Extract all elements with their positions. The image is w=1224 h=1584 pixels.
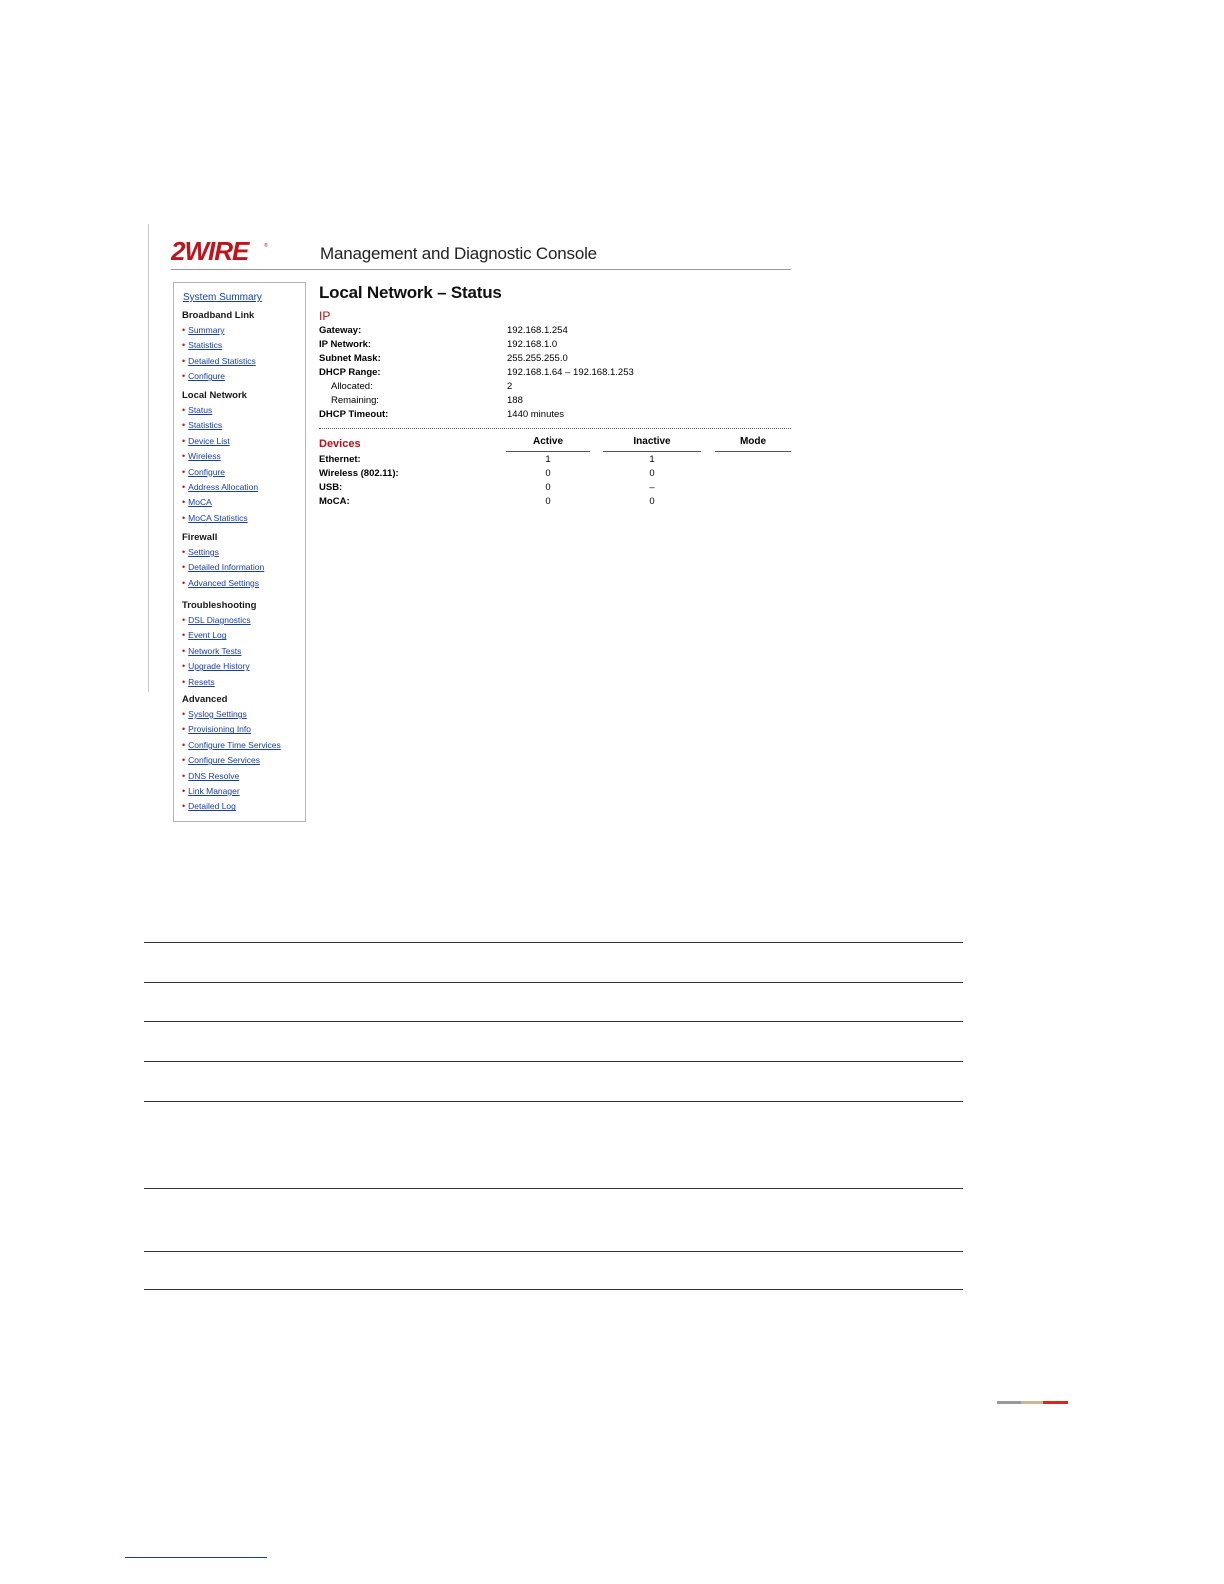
sidebar-link[interactable]: DSL Diagnostics — [188, 615, 251, 625]
bullet-icon: • — [182, 615, 186, 625]
sidebar-link[interactable]: Event Log — [188, 630, 227, 641]
sidebar-link[interactable]: DNS Resolve — [188, 770, 240, 781]
device-label: Wireless (802.11): — [319, 468, 399, 479]
table-rule — [144, 982, 963, 983]
bullet-icon: • — [182, 355, 186, 366]
nav-item — [182, 495, 258, 510]
svg-text:®: ® — [264, 243, 268, 249]
info-row — [319, 339, 619, 353]
nav-section — [182, 599, 256, 690]
console-title: Management and Diagnostic Console — [320, 244, 597, 263]
column-header-active: Active — [532, 436, 563, 447]
nav-item — [182, 338, 256, 353]
info-row — [319, 409, 619, 423]
bullet-icon: • — [182, 340, 186, 351]
info-row — [319, 325, 619, 339]
info-row — [319, 381, 619, 395]
sidebar-link[interactable]: Configure Services — [188, 755, 260, 766]
table-rule — [144, 1101, 963, 1102]
sidebar-link[interactable]: Upgrade History — [188, 661, 250, 672]
bullet-icon: • — [182, 325, 186, 335]
nav-item — [182, 784, 281, 799]
device-label: USB: — [319, 482, 343, 493]
info-label: Remaining: — [331, 395, 380, 406]
nav-item — [182, 434, 258, 449]
nav-section — [182, 309, 256, 385]
column-rule-mode — [715, 451, 791, 452]
nav-section-heading: Firewall — [182, 532, 218, 543]
nav-item — [182, 707, 281, 722]
sidebar-link[interactable]: Detailed Statistics — [188, 355, 256, 366]
sidebar-link[interactable]: Summary — [188, 325, 225, 335]
sidebar-link[interactable]: MoCA — [188, 497, 212, 508]
nav-section — [182, 531, 264, 591]
sidebar-link[interactable]: Advanced Settings — [188, 577, 260, 588]
bullet-icon: • — [182, 770, 186, 781]
sidebar-link[interactable]: Syslog Settings — [188, 709, 247, 719]
screenshot-frame-edge — [148, 224, 149, 692]
sidebar-link[interactable]: Device List — [188, 435, 230, 446]
info-value: 188 — [507, 395, 523, 406]
bullet-icon: • — [182, 562, 186, 573]
sidebar-link[interactable]: Wireless — [188, 451, 221, 462]
brand-logo — [171, 238, 271, 264]
info-value: 192.168.1.0 — [507, 339, 558, 350]
nav-item — [182, 613, 256, 628]
info-row — [319, 353, 619, 367]
nav-item — [182, 576, 264, 591]
bullet-icon: • — [182, 451, 186, 462]
bullet-icon: • — [182, 405, 186, 415]
bullet-icon: • — [182, 709, 186, 719]
info-label: DHCP Range: — [319, 367, 381, 378]
info-label: Subnet Mask: — [319, 353, 381, 364]
bullet-icon: • — [182, 739, 186, 750]
column-rule-inactive — [603, 451, 701, 452]
bullet-icon: • — [182, 466, 186, 477]
bullet-icon: • — [182, 645, 186, 656]
device-label: MoCA: — [319, 496, 350, 507]
nav-item — [182, 769, 281, 784]
device-row — [319, 468, 799, 482]
device-row — [319, 496, 799, 510]
sidebar-nav — [173, 282, 306, 822]
table-rule — [144, 1251, 963, 1252]
nav-item — [182, 511, 258, 526]
sidebar-link[interactable]: MoCA Statistics — [188, 512, 248, 523]
sidebar-link[interactable]: Detailed Log — [188, 801, 236, 812]
info-row — [319, 395, 619, 409]
sidebar-link[interactable]: Status — [188, 405, 213, 415]
sidebar-link[interactable]: Link Manager — [188, 785, 240, 796]
device-inactive-count: 1 — [649, 454, 655, 465]
sidebar-link[interactable]: Settings — [188, 547, 219, 557]
info-value: 1440 minutes — [507, 409, 565, 420]
bullet-icon: • — [182, 497, 186, 508]
bullet-icon: • — [182, 435, 186, 446]
bullet-icon: • — [182, 801, 186, 812]
info-label: Gateway: — [319, 325, 362, 336]
sidebar-link[interactable]: Configure — [188, 371, 226, 382]
info-label: DHCP Timeout: — [319, 409, 389, 420]
sidebar-link-system-summary[interactable]: System Summary — [183, 292, 262, 303]
sidebar-link[interactable]: Provisioning Info — [188, 724, 251, 735]
info-value: 192.168.1.64 – 192.168.1.253 — [507, 367, 634, 378]
nav-item — [182, 560, 264, 575]
device-active-count: 0 — [545, 468, 551, 479]
table-rule — [144, 942, 963, 943]
brand-logo-text: 2WIRE — [171, 238, 249, 264]
nav-item — [182, 449, 258, 464]
bullet-icon: • — [182, 512, 186, 523]
nav-item — [182, 480, 258, 495]
nav-section — [182, 389, 258, 526]
nav-item — [182, 738, 281, 753]
column-rule-active — [506, 451, 590, 452]
table-rule — [144, 1061, 963, 1062]
nav-item — [182, 628, 256, 643]
bullet-icon: • — [182, 420, 186, 431]
nav-item — [182, 369, 256, 384]
section-heading-devices: Devices — [319, 438, 361, 450]
bullet-icon: • — [182, 785, 186, 796]
nav-item — [182, 354, 256, 369]
nav-section-heading: Broadband Link — [182, 310, 255, 321]
device-label: Ethernet: — [319, 454, 361, 465]
table-rule — [144, 1021, 963, 1022]
info-value: 2 — [507, 381, 513, 392]
section-divider — [319, 428, 791, 429]
nav-item — [182, 753, 281, 768]
sidebar-link[interactable]: Configure — [188, 466, 226, 477]
nav-section-heading: Advanced — [182, 694, 228, 705]
nav-item — [182, 403, 258, 418]
nav-item — [182, 323, 256, 338]
nav-item — [182, 659, 256, 674]
page-title: Local Network – Status — [319, 283, 502, 302]
nav-item — [182, 675, 256, 690]
accent-bar-gray — [997, 1401, 1021, 1404]
column-header-mode: Mode — [739, 436, 767, 447]
table-rule — [144, 1289, 963, 1290]
nav-section-heading: Local Network — [182, 390, 247, 401]
bullet-icon: • — [182, 547, 186, 557]
device-inactive-count: – — [649, 482, 655, 493]
accent-bar-red — [1043, 1401, 1068, 1404]
sidebar-link[interactable]: Statistics — [188, 420, 223, 431]
sidebar-link[interactable]: Statistics — [188, 340, 223, 351]
sidebar-link[interactable]: Resets — [188, 676, 215, 687]
sidebar-link[interactable]: Configure Time Services — [188, 739, 281, 750]
nav-item — [182, 418, 258, 433]
bullet-icon: • — [182, 724, 186, 735]
bullet-icon: • — [182, 755, 186, 766]
header-divider — [171, 269, 791, 270]
device-row — [319, 482, 799, 496]
device-inactive-count: 0 — [649, 468, 655, 479]
info-label: IP Network: — [319, 339, 372, 350]
info-row — [319, 367, 634, 381]
sidebar-link[interactable]: Network Tests — [188, 645, 242, 656]
accent-bar-tan — [1021, 1401, 1043, 1404]
nav-item — [182, 545, 264, 560]
sidebar-link[interactable]: Detailed Information — [188, 562, 265, 573]
info-label: Allocated: — [331, 381, 373, 392]
bullet-icon: • — [182, 661, 186, 672]
device-row — [319, 454, 799, 468]
nav-item — [182, 465, 258, 480]
info-value: 255.255.255.0 — [507, 353, 568, 364]
nav-item — [182, 644, 256, 659]
device-active-count: 0 — [545, 496, 551, 507]
device-active-count: 1 — [545, 454, 551, 465]
column-header-inactive: Inactive — [633, 436, 671, 447]
bullet-icon: • — [182, 371, 186, 382]
info-value: 192.168.1.254 — [507, 325, 568, 336]
device-inactive-count: 0 — [649, 496, 655, 507]
nav-section-heading: Troubleshooting — [182, 600, 257, 611]
device-active-count: 0 — [545, 482, 551, 493]
nav-section — [182, 693, 281, 815]
bullet-icon: • — [182, 630, 186, 641]
sidebar-link[interactable]: Address Allocation — [188, 481, 259, 492]
bullet-icon: • — [182, 676, 186, 687]
bullet-icon: • — [182, 481, 186, 492]
section-heading-ip: IP — [319, 309, 331, 323]
footer-link-underline[interactable] — [125, 1557, 267, 1558]
nav-item — [182, 722, 281, 737]
table-rule — [144, 1188, 963, 1189]
nav-item — [182, 799, 281, 814]
bullet-icon: • — [182, 577, 186, 588]
